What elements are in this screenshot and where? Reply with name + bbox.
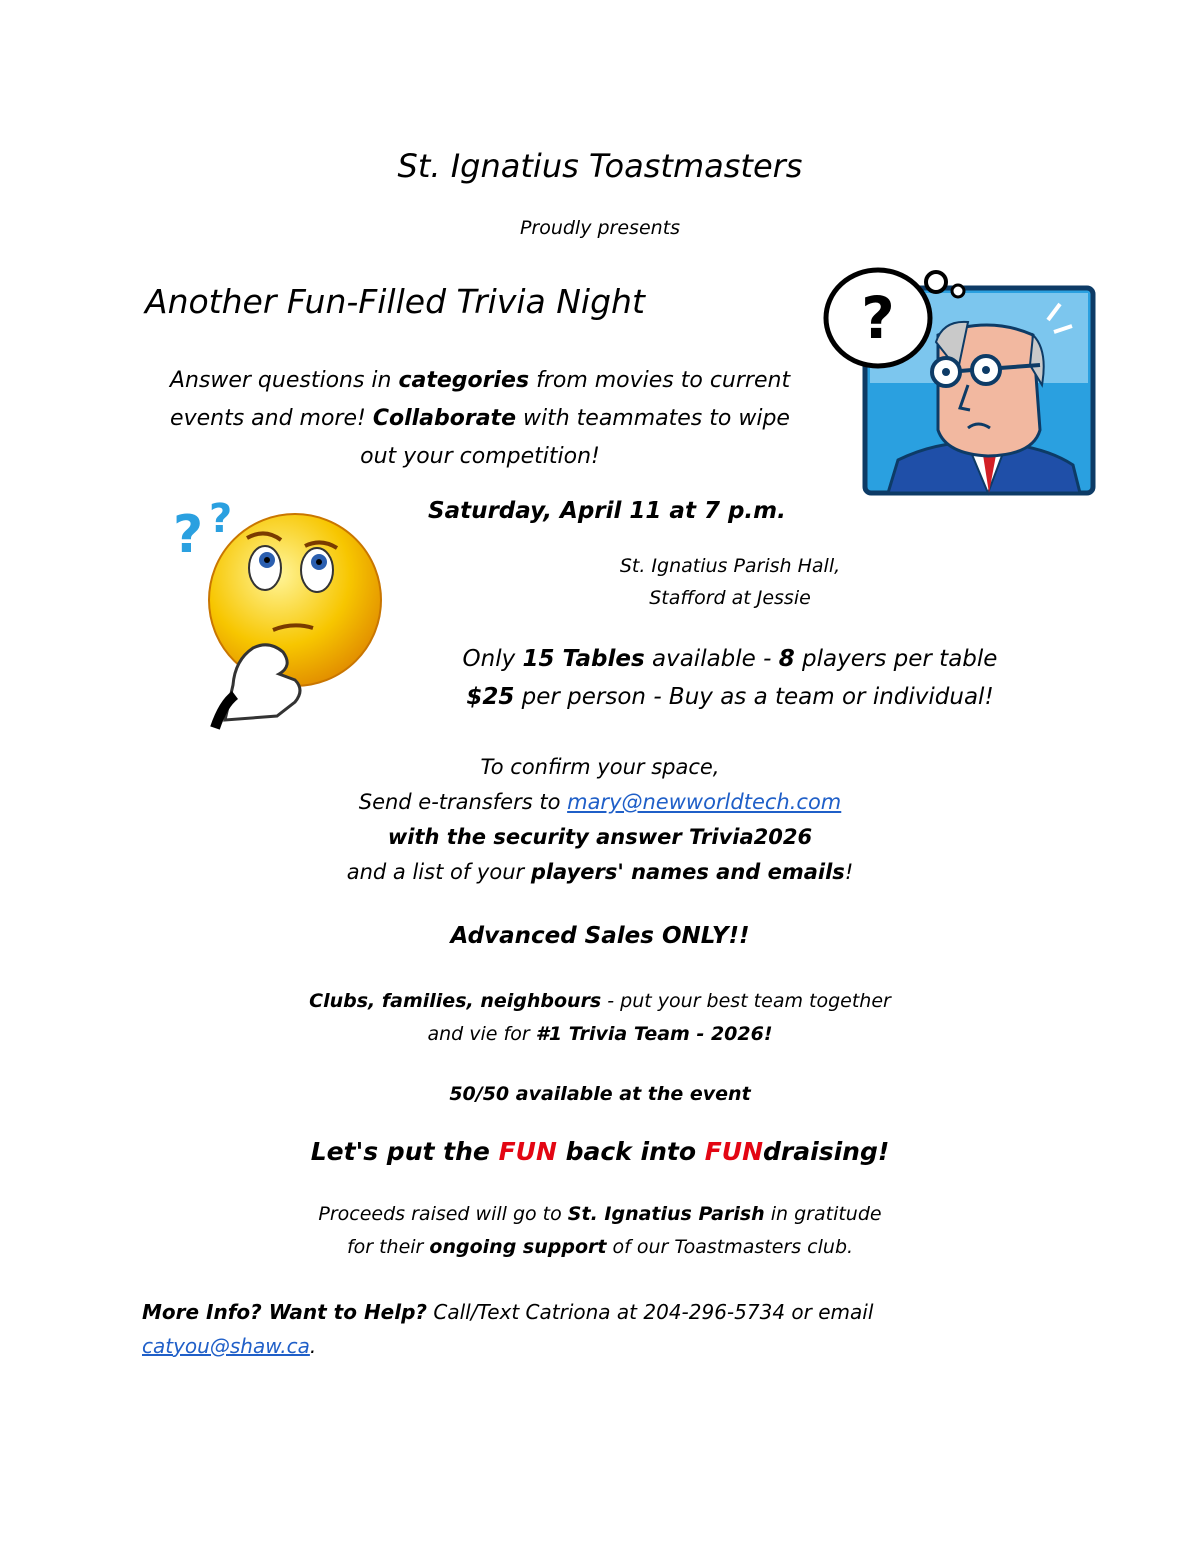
flyer-subtitle: Proudly presents (519, 217, 681, 239)
advanced-sales-notice: Advanced Sales ONLY!! (450, 923, 750, 949)
svg-text:?: ? (173, 505, 204, 565)
proceeds-statement: Proceeds raised will go to St. Ignatius Parish in gratitude for their ongoing support of our Toastmasters club. (318, 1203, 882, 1258)
svg-text:?: ? (861, 284, 895, 352)
team-invitation: Clubs, families, neighbours - put your best team together and vie for #1 Trivia Team - 2026! (309, 990, 891, 1045)
svg-text:?: ? (209, 496, 233, 542)
fundraising-slogan: Let's put the FUN back into FUNdraising! (310, 1137, 890, 1166)
fifty-fifty-notice: 50/50 available at the event (449, 1083, 751, 1105)
contact-info: More Info? Want to Help? Call/Text Catriona at 204-296-5734 or email catyou@shaw.ca. (142, 1300, 874, 1358)
confirmation-instructions: To confirm your space, Send e-transfers to mary@newworldtech.com with the security answer Trivia2026 and a list of your players' names and emails! (346, 755, 854, 884)
contact-email-link[interactable]: catyou@shaw.ca (142, 1334, 310, 1358)
event-description: Answer questions in categories from movies to current events and more! Collaborate with teammates to wipe out your competition! (169, 368, 791, 469)
confused-man-image (818, 260, 1108, 500)
event-venue: St. Ignatius Parish Hall, Stafford at Jessie (619, 555, 841, 609)
flyer-title: St. Ignatius Toastmasters (397, 147, 803, 185)
ticket-details: Only 15 Tables available - 8 players per table $25 per person - Buy as a team or individual! (462, 646, 998, 710)
event-headline: Another Fun-Filled Trivia Night (145, 282, 645, 321)
event-date: Saturday, April 11 at 7 p.m. (428, 498, 786, 524)
thinking-smiley-image (165, 490, 395, 730)
etransfer-email-link[interactable]: mary@newworldtech.com (567, 790, 842, 814)
